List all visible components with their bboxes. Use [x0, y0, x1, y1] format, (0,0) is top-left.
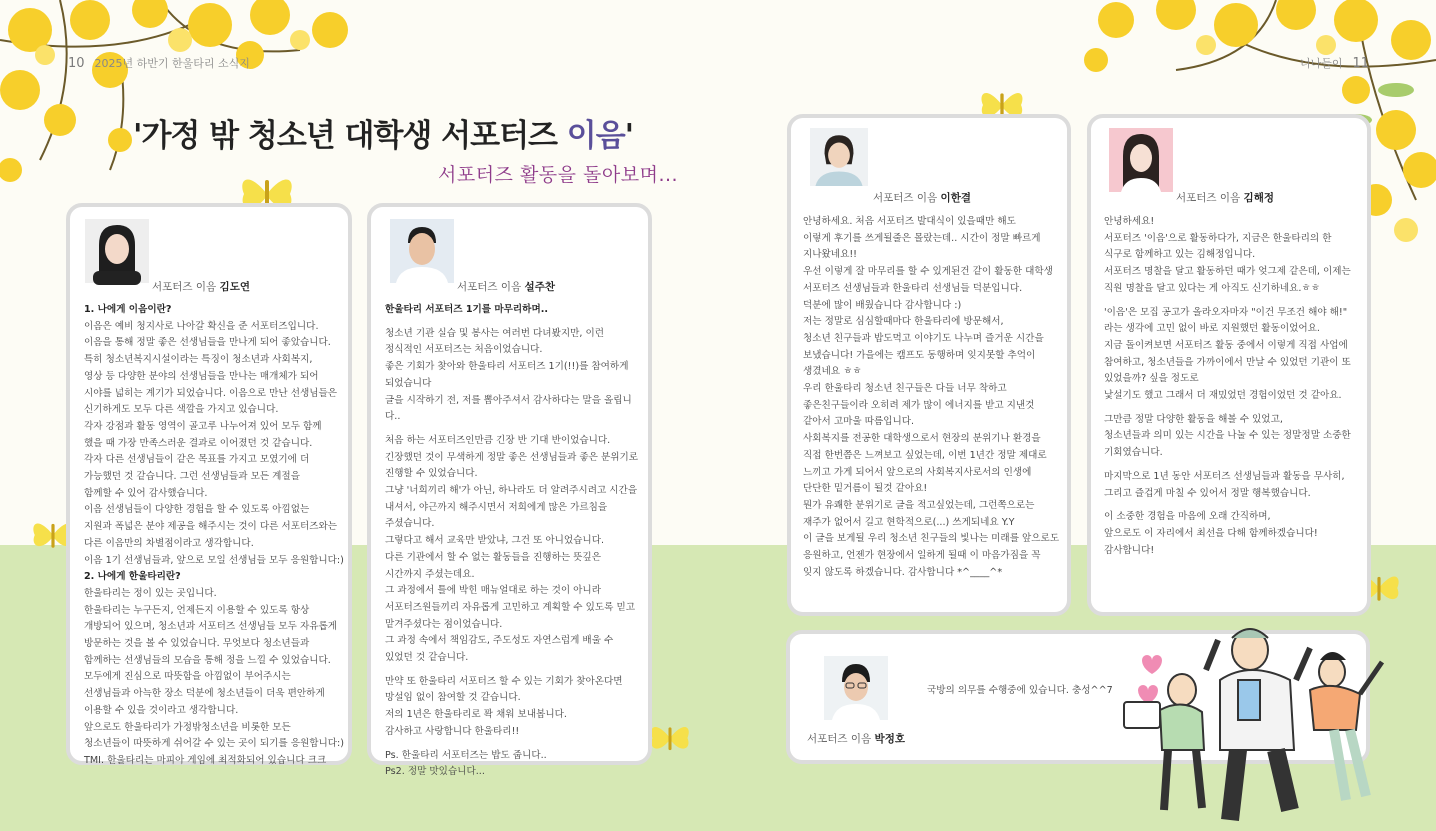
avatar	[1109, 128, 1173, 192]
supporter-text	[927, 683, 1127, 700]
avatar	[390, 219, 454, 283]
text-line: 보냈습니다! 가을에는 캠프도 동행하며 잊지못할 추억이	[803, 349, 1036, 361]
text-line: 다른 기관에서 할 수 없는 활동들을 진행하는 뜻깊은	[385, 551, 601, 563]
text-line: 낯설기도 했고 그래서 더 재밌었던 경험이었던 것 같아요.	[1104, 390, 1342, 402]
text-line: 안녕하세요. 처음 서포터즈 발대식이 있을때만 해도	[803, 216, 1016, 227]
text-line: 좋은친구들이라 오히려 제가 많이 에너지를 받고 지낸것	[803, 399, 1035, 411]
card-heading: 한울타리 서포터즈 1기를 마무리하며..	[385, 304, 548, 315]
question-heading: 2. 나에게 한울타리란?	[84, 571, 181, 583]
text-line: 식구로 함께하고 있는 김해정입니다.	[1104, 249, 1256, 261]
text-line: 진행할 수 있었습니다.	[385, 468, 478, 480]
text-line: 앞으로도 한울타리가 가정밖청소년을 비롯한 모든	[84, 721, 291, 733]
text-line: Ps2. 정말 맛있습니다...	[385, 766, 485, 778]
supporter-card-kim-haejeong	[1087, 114, 1371, 616]
text-line: 맡겨주셨다는 점이었습니다.	[385, 618, 503, 630]
text-line: 각자 강점과 활동 영역이 골고루 나누어져 있어 모두 함께	[84, 420, 322, 432]
text-line: 이렇게 후기를 쓰게될줄은 몰랐는데.. 시간이 정말 빠르게	[803, 232, 1041, 244]
supporter-name: 박정호	[874, 733, 905, 745]
text-line: 참여하고, 청소년들을 가까이에서 만날 수 있었던 기관이 또	[1104, 356, 1351, 368]
text-line: 그렇다고 해서 교육만 받았냐, 그건 또 아니었습니다.	[385, 535, 605, 547]
newsletter-title: 2025년 하반기 한울타리 소식지	[94, 57, 250, 70]
text-line: '이음'은 모집 공고가 올라오자마자 "이건 무조건 해야 해!"	[1104, 306, 1348, 318]
text-line: 처음 하는 서포터즈인만큼 긴장 반 기대 반이었습니다.	[385, 434, 611, 446]
text-line: 개방되어 있으며, 청소년과 서포터즈 선생님들 모두 자유롭게	[84, 621, 338, 633]
text-line: 만약 또 한울타리 서포터즈 할 수 있는 기회가 찾아온다면	[385, 675, 623, 687]
supporter-role: 서포터즈 이음	[873, 192, 941, 204]
page-number-left: 10	[68, 56, 85, 71]
supporter-role: 서포터즈 이음	[457, 281, 525, 293]
title-end: '	[624, 118, 634, 154]
text-line: 감사합니다!	[1104, 544, 1155, 556]
text-line: 단단한 밑거름이 될것 같아요!	[803, 483, 928, 495]
text-line: 시야를 넓히는 계기가 되었습니다. 이음으로 만난 선생님들은	[84, 387, 338, 399]
text-line: 청소년 친구들과 밥도먹고 이야기도 나누며 즐거운 시간을	[803, 332, 1044, 344]
forsythia-blossom-left-decoration	[0, 0, 380, 200]
text-line: 방문하는 것을 볼 수 있었습니다. 무엇보다 청소년들과	[84, 638, 310, 650]
text-line: 직원 명찰을 달고 있다는 게 아직도 신기하네요.ㅎㅎ	[1104, 282, 1320, 294]
butterfly-icon	[648, 718, 692, 758]
title-accent: 이음	[566, 118, 625, 154]
supporter-name-label	[807, 731, 905, 746]
text-line: 서포터즈원들끼리 자유롭게 고민하고 계획할 수 있도록 믿고	[385, 601, 635, 613]
supporter-name-label	[152, 279, 250, 294]
text-line: 안녕하세요!	[1104, 216, 1155, 227]
text-line: 사회복지를 전공한 대학생으로서 현장의 분위기나 환경을	[803, 433, 1041, 445]
text-line: 청소년들과 의미 있는 시간을 나눌 수 있는 정말정말 소중한	[1104, 430, 1351, 442]
supporter-name: 김도연	[219, 281, 250, 293]
text-line: 글을 시작하기 전, 저를 뽑아주셔서 감사하다는 말을 올립니다..	[385, 394, 632, 423]
supporter-role: 서포터즈 이음	[152, 281, 220, 293]
text-line: 청소년 기관 실습 및 봉사는 여러번 다녀봤지만, 이런	[385, 327, 605, 339]
text-line: 그리고 즐겁게 마칠 수 있어서 정말 행복했습니다.	[1104, 487, 1311, 499]
text-line: 그 과정에서 틀에 박힌 매뉴얼대로 하는 것이 아니라	[385, 585, 601, 597]
text-line: 감사하고 사랑합니다 한울타리!!	[385, 725, 520, 737]
text-line: 우리 한울타리 청소년 친구들은 다들 너무 착하고	[803, 383, 1007, 395]
text-line: 덕분에 많이 배웠습니다 감사합니다 :)	[803, 299, 962, 311]
text-line: 저는 정말로 심심할때마다 한울타리에 방문해서,	[803, 316, 1004, 328]
text-line: 청소년들이 따뜻하게 쉬어갈 수 있는 곳이 되기를 응원합니다:)	[84, 738, 345, 750]
text-line: TMI. 한울타리는 마피아 게임에 최적화되어 있습니다 크크	[84, 754, 327, 766]
avatar	[824, 656, 888, 720]
text-line: 함께하는 선생님들의 모습을 통해 정을 느낄 수 있었습니다.	[84, 654, 331, 666]
text-line: 정식적인 서포터즈는 처음이었습니다.	[385, 344, 543, 356]
supporter-name-label	[1176, 190, 1274, 205]
page-title	[133, 110, 633, 155]
text-line: 되었습니다	[385, 377, 432, 389]
text-line: 그만큼 정말 다양한 활동을 해볼 수 있었고,	[1104, 413, 1283, 425]
text-line: 그 과정 속에서 책임감도, 주도성도 자연스럽게 배울 수	[385, 635, 614, 647]
text-line: Ps. 한울타리 서포터즈는 밥도 줍니다..	[385, 749, 547, 761]
text-line: 앞으로도 이 자리에서 최선을 다해 함께하겠습니다!	[1104, 527, 1318, 539]
supporter-text	[803, 214, 1067, 581]
text-line: 라는 생각에 고민 없이 바로 지원했던 활동이었어요.	[1104, 323, 1320, 335]
text-line: 이 글을 보게될 우리 청소년 친구들의 빛나는 미래를 앞으로도	[803, 533, 1060, 545]
cheering-youth-illustration	[1120, 620, 1410, 831]
text-line: 시간까지 주셨는데요.	[385, 568, 475, 580]
supporter-text	[1104, 214, 1368, 559]
text-line: 지원과 폭넓은 분야 제공을 해주시는 것이 다른 서포터즈와는	[84, 521, 338, 533]
supporter-name: 설주찬	[524, 281, 555, 293]
text-line: 서포터즈 '이음'으로 활동하다가, 지금은 한울타리의 한	[1104, 232, 1332, 244]
text-line: 뭔가 유쾌한 분위기로 글을 적고싶었는데, 그런쪽으로는	[803, 499, 1035, 511]
text-line: 있었을까? 싶을 정도로	[1104, 373, 1199, 385]
supporter-name: 이한결	[940, 192, 971, 204]
supporter-text	[385, 302, 647, 781]
text-line: 재주가 없어서 길고 현학적으로(...) 쓰게되네요 Y.Y	[803, 516, 1015, 528]
text-line: 선생님들과 아늑한 장소 덕분에 청소년들이 더욱 편안하게	[84, 688, 325, 700]
text-line: 우선 이렇게 잘 마무리를 할 수 있게된건 같이 활동한 대학생	[803, 266, 1053, 278]
text-line: 이 소중한 경험을 마음에 오래 간직하며,	[1104, 511, 1271, 523]
text-line: 특히 청소년복지시설이라는 특징이 청소년과 사회복지,	[84, 354, 313, 366]
supporter-role: 서포터즈 이음	[807, 733, 875, 745]
text-line: 지금 돌이켜보면 서포터즈 활동 중에서 이렇게 직접 사업에	[1104, 339, 1348, 351]
text-line: 영상 등 다양한 분야의 선생님들을 만나는 매개체가 되어	[84, 370, 319, 382]
text-line: 서포터즈 선생님들과 한울타리 선생님들 덕분입니다.	[803, 282, 1023, 294]
text-line: 좋은 기회가 찾아와 한울타리 서포터즈 1기(!!)를 참여하게	[385, 361, 629, 373]
folio-right	[1300, 55, 1379, 71]
supporter-card-kim-doyeon	[66, 203, 352, 765]
avatar	[810, 128, 868, 186]
text-line: 모두에게 진심으로 따뜻함을 아낌없이 부어주시는	[84, 671, 291, 683]
text-line: 각자 다른 선생님들이 같은 목표를 가지고 모였기에 더	[84, 454, 310, 466]
section-title: 너나들이	[1300, 57, 1343, 70]
folio-left	[68, 55, 250, 71]
text-line: 국방의 의무를 수행중에 있습니다. 충성^^7	[927, 685, 1113, 696]
text-line: 가능했던 것 같습니다. 그런 선생님들과 모든 계절을	[84, 471, 300, 483]
text-line: 기회였습니다.	[1104, 447, 1163, 459]
supporter-role: 서포터즈 이음	[1176, 192, 1244, 204]
text-line: 했을 때 가장 만족스러운 결과로 이어졌던 것 같습니다.	[84, 437, 313, 449]
question-heading: 1. 나에게 이음이란?	[84, 304, 172, 315]
text-line: 응원하고, 언젠가 현장에서 일하게 될때 이 마음가짐을 꼭	[803, 550, 1041, 562]
text-line: 잊지 않도록 하겠습니다. 감사합니다 *^____^*	[803, 566, 1003, 578]
page-number-right: 11	[1352, 56, 1370, 71]
text-line: 서포터즈 명찰을 달고 활동하던 때가 엊그제 같은데, 이제는	[1104, 266, 1351, 278]
text-line: 신기하게도 모두 다른 색깔을 가지고 있습니다.	[84, 404, 279, 416]
page-subtitle: 서포터즈 활동을 돌아보며...	[438, 164, 679, 186]
text-line: 저의 1년은 한울타리로 꽉 채워 보내봅니다.	[385, 709, 567, 721]
title-main: '가정 밖 청소년 대학생 서포터즈	[133, 118, 567, 154]
text-line: 망설임 없이 참여할 것 같습니다.	[385, 692, 521, 704]
text-line: 있었던 것 같습니다.	[385, 652, 469, 664]
text-line: 한울타리는 누구든지, 언제든지 이용할 수 있도록 항상	[84, 604, 310, 616]
text-line: 주셨습니다.	[385, 518, 435, 530]
text-line: 다른 이음만의 차별점이라고 생각합니다.	[84, 537, 254, 549]
text-line: 한울타리는 정이 있는 곳입니다.	[84, 587, 217, 599]
supporter-name-label	[457, 279, 555, 294]
text-line: 마지막으로 1년 동안 서포터즈 선생님들과 활동을 무사히,	[1104, 470, 1345, 482]
text-line: 내셔서, 야근까지 해주시면서 저희에게 많은 가르침을	[385, 501, 608, 513]
text-line: 이음 선생님들이 다양한 경험을 할 수 있도록 아낌없는	[84, 504, 310, 516]
text-line: 그냥 '너희끼리 해'가 아닌, 하나라도 더 알려주시려고 시간을	[385, 485, 638, 497]
text-line: 함께할 수 있어 감사했습니다.	[84, 487, 208, 499]
text-line: 같아서 고마울 따름입니다.	[803, 416, 915, 428]
text-line: 이음을 통해 정말 좋은 선생님들을 만나게 되어 좋았습니다.	[84, 337, 331, 349]
avatar	[85, 219, 149, 283]
supporter-name-label	[873, 190, 971, 205]
text-line: 이음은 예비 청지사로 나아갈 확신을 준 서포터즈입니다.	[84, 320, 319, 332]
supporter-card-seol-juchan	[367, 203, 652, 778]
text-line: 이용할 수 있을 것이라고 생각합니다.	[84, 704, 239, 716]
text-line: 지나왔네요!!	[803, 249, 858, 261]
supporter-text	[84, 302, 346, 770]
text-line: 긴장했던 것이 무색하게 정말 좋은 선생님들과 좋은 분위기로	[385, 451, 639, 463]
text-line: 느끼고 가게 되어서 앞으로의 사회복지사로서의 인생에	[803, 466, 1032, 478]
text-line: 이음 1기 선생님들과, 앞으로 모일 선생님들 모두 응원합니다:)	[84, 554, 344, 566]
text-line: 직접 한번쯤은 느껴보고 싶었는데, 이번 1년간 정말 제대로	[803, 449, 1047, 461]
supporter-name: 김해정	[1243, 192, 1274, 204]
supporter-card-lee-hangyeol	[787, 114, 1071, 616]
text-line: 생겼네요 ㅎㅎ	[803, 366, 862, 378]
